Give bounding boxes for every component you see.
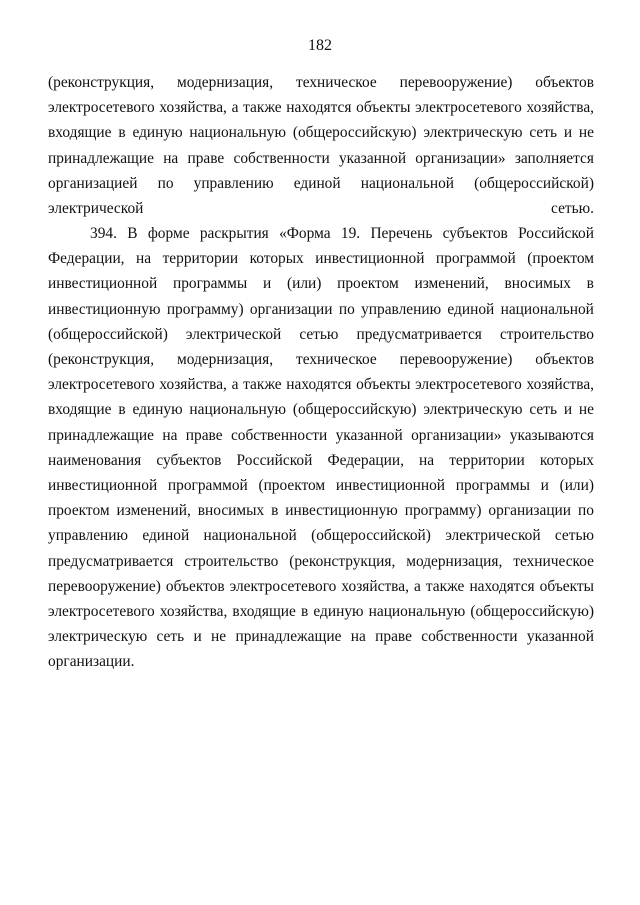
text-line: организации. [48,653,135,671]
text-line: организацией по управлению единой национальной (общероссийской) [48,174,594,192]
text-line: электросетевого хозяйства, входящие в единую национальную (общероссийскую) [48,603,594,621]
text-line: Федерации, на территории которых инвестиционной программой (проектом [48,250,594,268]
text-line: перевооружение) объектов электросетевого хозяйства, а также находятся объекты [48,577,594,595]
text-line: наименования субъектов Российской Федерации, на территории которых [48,451,594,469]
text-line: электросетевого хозяйства, а также находятся объекты электросетевого хозяйства, [48,99,594,117]
text-line: управлению единой национальной (общероссийской) электрической сетью [48,527,594,545]
text-line: электрической сетью. [48,200,594,218]
paragraph-continuation [48,70,594,221]
paragraph-first-line: 394. В форме раскрытия «Форма 19. Перечень субъектов Российской [90,225,594,242]
page-number: 182 [308,37,332,54]
text-line: (реконструкция, модернизация, техническое перевооружение) объектов [48,351,594,369]
text-line: (реконструкция, модернизация, техническое перевооружение) объектов [48,74,594,91]
text-line: входящие в единую национальную (общероссийскую) электрическую сеть и не [48,124,594,142]
text-line: инвестиционной программой (проектом инвестиционной программы и (или) [48,477,594,495]
text-line: входящие в единую национальную (общероссийскую) электрическую сеть и не [48,401,594,419]
text-line: предусматривается строительство (реконструкция, модернизация, техническое [48,552,594,570]
paragraph-394 [48,221,594,675]
text-line: инвестиционную программу) организации по управлению единой национальной [48,300,594,318]
text-line: (общероссийской) электрической сетью предусматривается строительство [48,325,594,343]
text-line: принадлежащие на праве собственности указанной организации» заполняется [48,149,594,167]
text-line: принадлежащие на праве собственности указанной организации» указываются [48,426,594,444]
text-line: электросетевого хозяйства, а также находятся объекты электросетевого хозяйства, [48,376,594,394]
text-line: проектом изменений, вносимых в инвестиционную программу) организации по [48,502,594,520]
text-line: инвестиционной программы и (или) проектом изменений, вносимых в [48,275,594,293]
text-line: электрическую сеть и не принадлежащие на праве собственности указанной [48,628,594,646]
